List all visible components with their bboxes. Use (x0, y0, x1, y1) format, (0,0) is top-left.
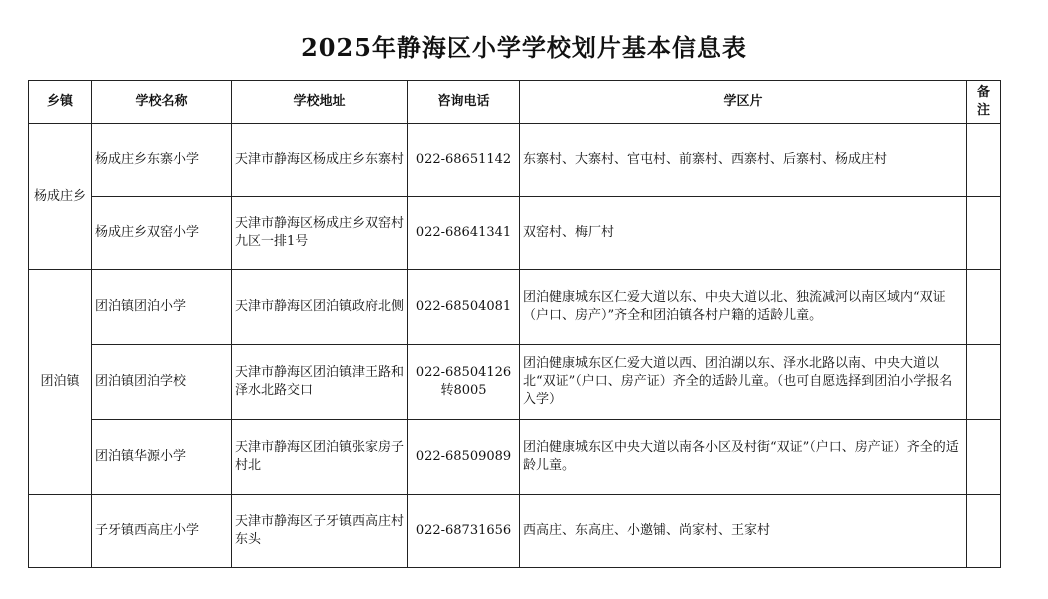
header-notes-label: 备注 (976, 85, 990, 118)
phone-extension: 转8005 (440, 383, 487, 398)
header-district: 学区片 (520, 81, 967, 124)
school-name-cell: 团泊镇团泊小学 (92, 270, 232, 345)
phone-cell: 022-68509089 (408, 420, 520, 495)
address-cell: 天津市静海区团泊镇津王路和泽水北路交口 (232, 345, 408, 420)
table-row (29, 495, 1001, 568)
phone-cell: 022-68651142 (408, 124, 520, 197)
table-row (29, 197, 1001, 270)
notes-cell (967, 124, 1001, 197)
school-name-cell: 子牙镇西高庄小学 (92, 495, 232, 568)
phone-cell: 022-68504081 (408, 270, 520, 345)
address-cell: 天津市静海区子牙镇西高庄村东头 (232, 495, 408, 568)
town-cell: 杨成庄乡 (29, 124, 92, 270)
notes-cell (967, 197, 1001, 270)
table-row (29, 420, 1001, 495)
table-row (29, 270, 1001, 345)
header-address: 学校地址 (232, 81, 408, 124)
header-school-name: 学校名称 (92, 81, 232, 124)
district-cell: 西高庄、东高庄、小邀铺、尚家村、王家村 (520, 495, 967, 568)
school-name-cell: 团泊镇团泊学校 (92, 345, 232, 420)
district-cell: 东寨村、大寨村、官屯村、前寨村、西寨村、后寨村、杨成庄村 (520, 124, 967, 197)
phone-cell: 022-68641341 (408, 197, 520, 270)
table-row (29, 345, 1001, 420)
address-cell: 天津市静海区团泊镇张家房子村北 (232, 420, 408, 495)
district-cell: 双窑村、梅厂村 (520, 197, 967, 270)
district-cell: 团泊健康城东区仁爱大道以东、中央大道以北、独流减河以南区域内“双证（户口、房产）”齐全和团泊镇各村户籍的适龄儿童。 (520, 270, 967, 345)
header-notes (967, 81, 1001, 124)
address-cell: 天津市静海区团泊镇政府北侧 (232, 270, 408, 345)
header-town: 乡镇 (29, 81, 92, 124)
address-cell: 天津市静海区杨成庄乡双窑村九区一排1号 (232, 197, 408, 270)
page-title: 2025年静海区小学学校划片基本信息表 (301, 33, 747, 62)
school-name-cell: 杨成庄乡东寨小学 (92, 124, 232, 197)
school-name-cell: 杨成庄乡双窑小学 (92, 197, 232, 270)
phone-cell: 022-68731656 (408, 495, 520, 568)
district-cell: 团泊健康城东区仁爱大道以西、团泊湖以东、泽水北路以南、中央大道以北“双证”（户口、房产证）齐全的适龄儿童。（也可自愿选择到团泊小学报名入学） (520, 345, 967, 420)
school-zoning-table (28, 80, 1001, 568)
notes-cell (967, 495, 1001, 568)
table-header-row (29, 81, 1001, 124)
town-cell: 团泊镇 (29, 270, 92, 495)
notes-cell (967, 345, 1001, 420)
district-cell: 团泊健康城东区中央大道以南各小区及村街“双证”（户口、房产证）齐全的适龄儿童。 (520, 420, 967, 495)
phone-cell (408, 345, 520, 420)
notes-cell (967, 270, 1001, 345)
phone-number: 022-68504126 (415, 365, 512, 380)
town-cell (29, 495, 92, 568)
header-phone: 咨询电话 (408, 81, 520, 124)
school-name-cell: 团泊镇华源小学 (92, 420, 232, 495)
table-row (29, 124, 1001, 197)
notes-cell (967, 420, 1001, 495)
address-cell: 天津市静海区杨成庄乡东寨村 (232, 124, 408, 197)
